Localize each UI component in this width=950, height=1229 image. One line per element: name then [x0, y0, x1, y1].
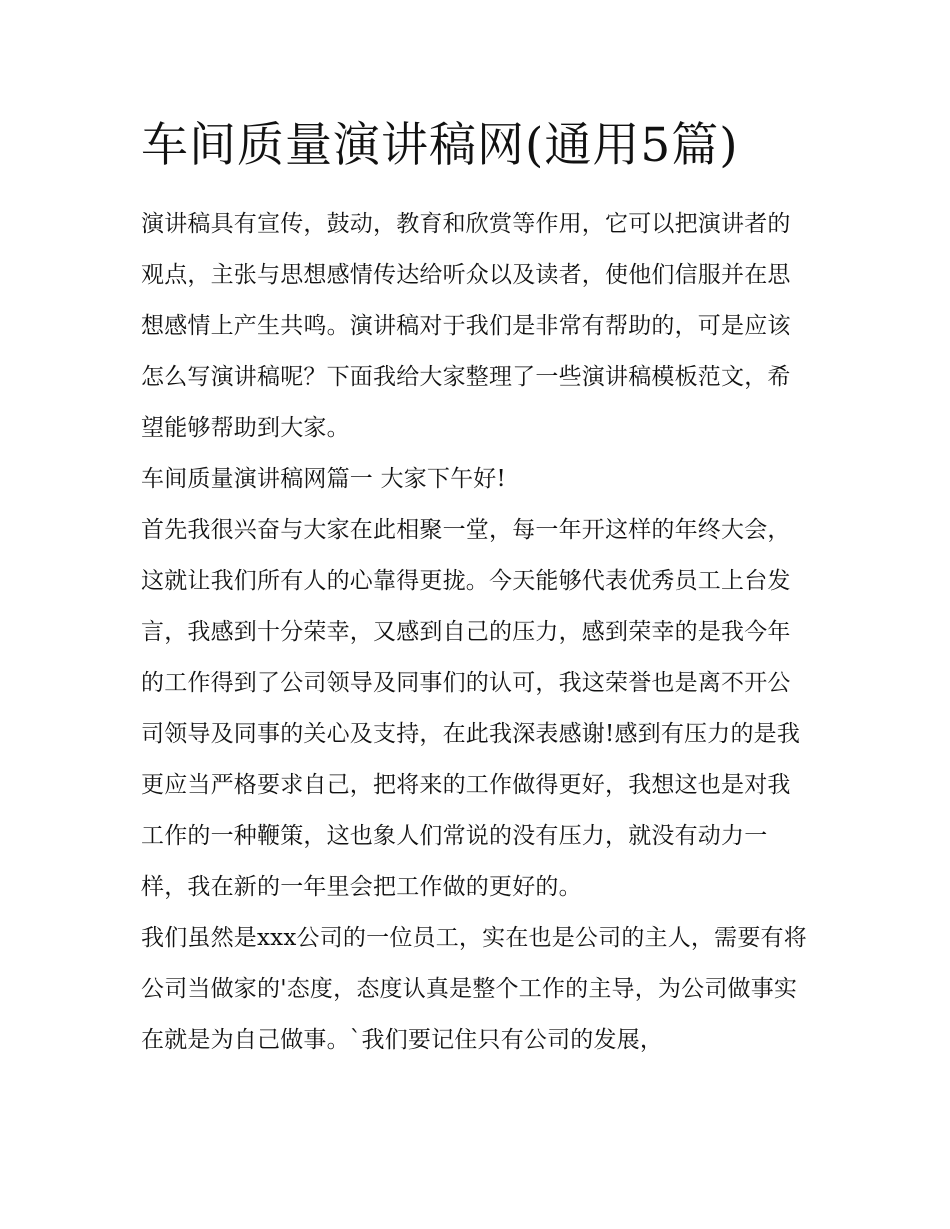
- document-page: [141, 110, 813, 1066]
- intro-paragraph: 演讲稿具有宣传，鼓动，教育和欣赏等作用，它可以把演讲者的观点，主张与思想感情传达给听众以及读者，使他们信服并在思想感情上产生共鸣。演讲稿对于我们是非常有帮助的，可是应该怎么写演讲稿呢？下面我给大家整理了一些演讲稿模板范文，希望能够帮助到大家。: [141, 211, 791, 441]
- document-title: 车间质量演讲稿网(通用5篇): [141, 118, 739, 173]
- body-paragraph: 首先我很兴奋与大家在此相聚一堂，每一年开这样的年终大会，这就让我们所有人的心靠得更拢。今天能够代表优秀员工上台发言，我感到十分荣幸，又感到自己的压力，感到荣幸的是我今年的工作得到了公司领导及同事们的认可，我这荣誉也是离不开公司领导及同事的关心及支持，在此我深表感谢!感到有压力的是我更应当严格要求自己，把将来的工作做得更好，我想这也是对我工作的一种鞭策，这也象人们常说的没有压力，就没有动力一样，我在新的一年里会把工作做的更好的。: [141, 517, 801, 900]
- section-heading-paragraph: 车间质量演讲稿网篇一 大家下午好!: [141, 466, 506, 492]
- body-paragraph: 我们虽然是xxx公司的一位员工，实在也是公司的主人，需要有将公司当做家的'态度，态度认真是整个工作的主导，为公司做事实在就是为自己做事。`我们要记住只有公司的发展，: [141, 925, 807, 1053]
